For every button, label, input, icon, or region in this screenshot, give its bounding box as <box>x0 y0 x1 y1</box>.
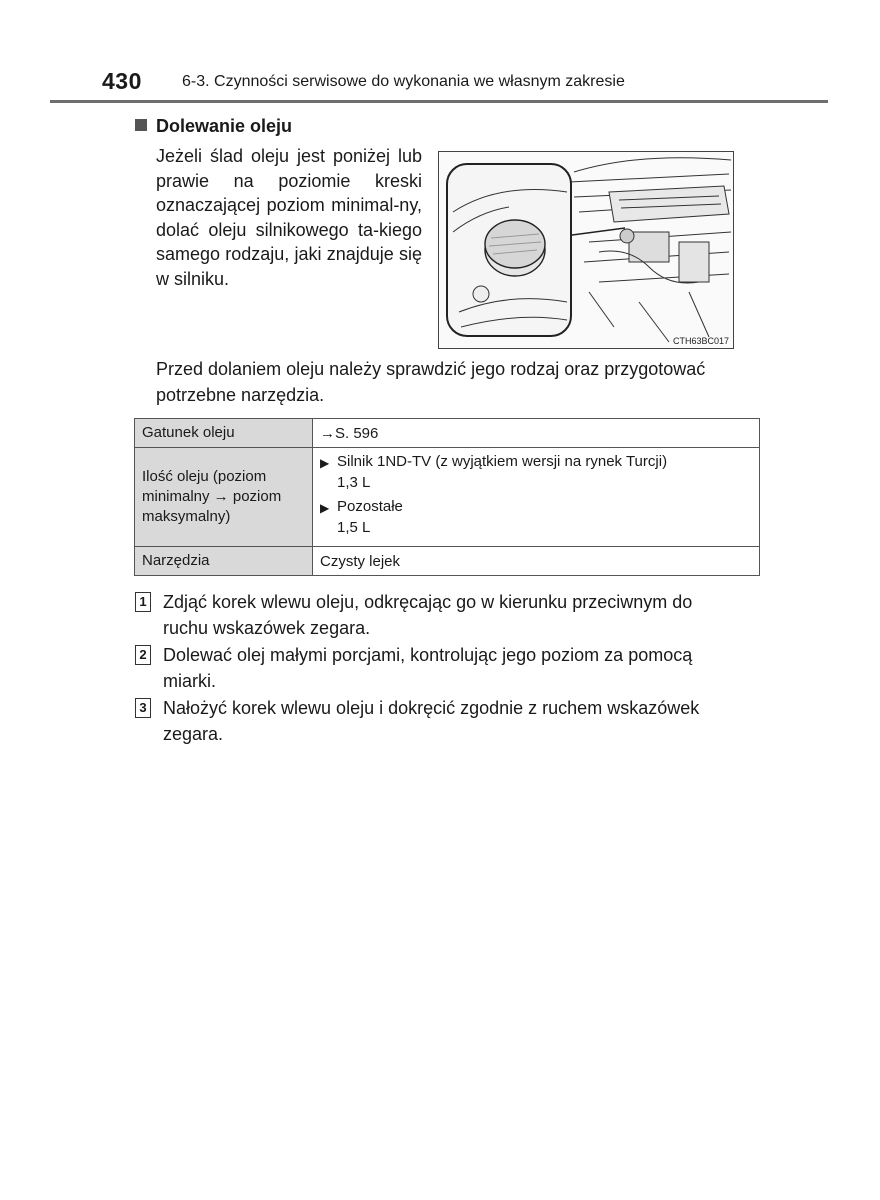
list-item <box>320 452 752 473</box>
oil-spec-table <box>134 418 760 576</box>
header-rule <box>50 100 828 103</box>
table-row <box>135 419 760 448</box>
oil-amount: 1,3 L <box>337 474 371 491</box>
section-title-text: Dolewanie oleju <box>156 116 293 136</box>
table-row <box>135 448 760 547</box>
list-item-text: Silnik 1ND-TV (z wyjątkiem wersji na rynek Turcji) <box>337 453 668 470</box>
table-value-cell <box>313 448 760 547</box>
intro-paragraph: Jeżeli ślad oleju jest poniżej lub prawie na poziomie kreski oznaczającej poziom minimal-ny, dolać oleju silnikowego ta-kiego samego rodzaju, jaki znajduje się w silniku. <box>156 146 422 289</box>
list-item-text: Pozostałe <box>337 498 403 515</box>
step-text: Dolewać olej małymi porcjami, kontrolując jego poziom za pomocą miarki. <box>163 645 693 691</box>
step-number: 2 <box>135 645 151 665</box>
table-row <box>135 547 760 576</box>
step-item <box>135 695 735 747</box>
triangle-bullet-icon: ▶ <box>320 456 330 470</box>
preparation-paragraph: Przed dolaniem oleju należy sprawdzić jego rodzaj oraz przygotować potrzebne narzędzia. <box>156 359 706 405</box>
triangle-bullet-icon: ▶ <box>320 501 330 515</box>
step-text: Zdjąć korek wlewu oleju, odkręcając go w kierunku przeciwnym do ruchu wskazówek zegara. <box>163 592 693 638</box>
square-bullet-icon <box>135 119 147 131</box>
table-value-cell: →S. 596 <box>313 419 760 448</box>
step-number: 3 <box>135 698 151 718</box>
step-item <box>135 589 735 641</box>
page-header <box>50 68 828 104</box>
table-value-cell: Czysty lejek <box>313 547 760 576</box>
figure-code: CTH63BC017 <box>672 336 729 346</box>
step-text: Nałożyć korek wlewu oleju i dokręcić zgodnie z ruchem wskazówek zegara. <box>163 698 700 744</box>
engine-bay-drawing <box>439 152 733 348</box>
chapter-title: 6-3. Czynności serwisowe do wykonania we własnym zakresie <box>182 73 625 90</box>
oil-amount: 1,5 L <box>337 519 371 536</box>
page-number: 430 <box>102 68 142 94</box>
table-label-cell: Ilość oleju (poziom minimalny → poziom maksymalny) <box>135 448 313 547</box>
section-heading <box>135 116 292 137</box>
table-label-cell: Narzędzia <box>135 547 313 576</box>
list-item <box>320 497 752 518</box>
step-number: 1 <box>135 592 151 612</box>
step-item <box>135 642 735 694</box>
engine-oil-cap-illustration <box>438 151 734 349</box>
procedure-steps <box>135 589 735 748</box>
table-label-cell: Gatunek oleju <box>135 419 313 448</box>
